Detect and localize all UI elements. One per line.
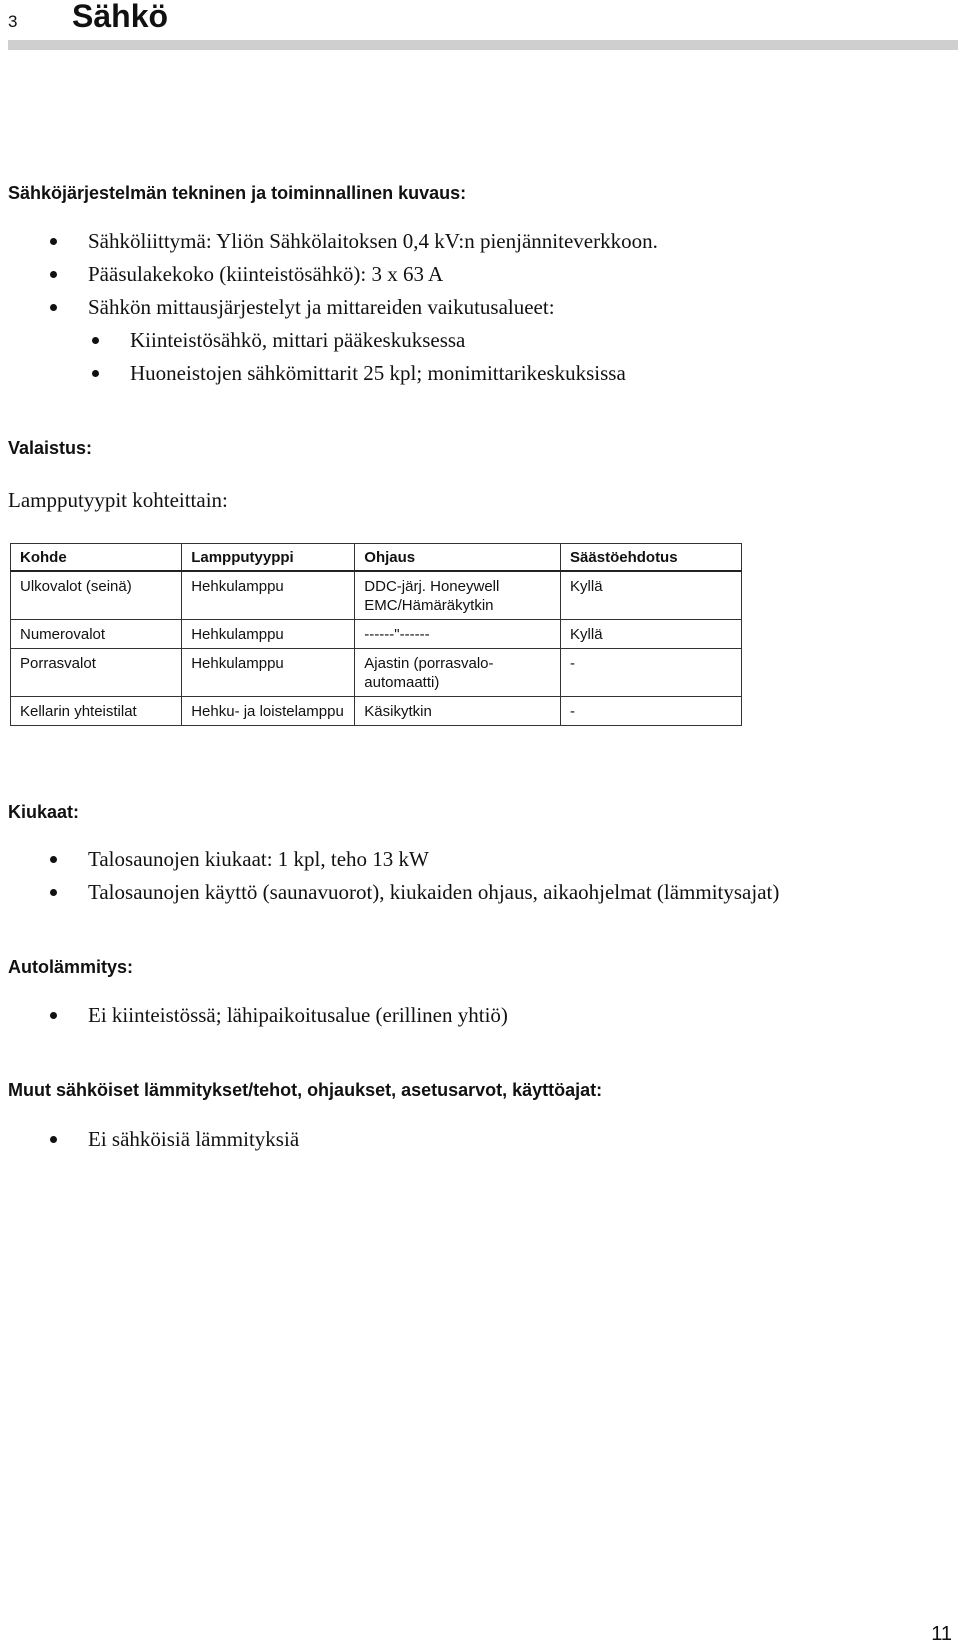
table-cell: Hehkulamppu	[182, 649, 355, 697]
table-row	[11, 620, 742, 649]
table-cell: Kyllä	[561, 571, 742, 620]
column-header: Lampputyyppi	[182, 544, 355, 572]
sub-list-item: Kiinteistösähkö, mittari pääkeskuksessa	[50, 324, 658, 357]
bullet-icon	[92, 337, 99, 344]
list-item: Talosaunojen käyttö (saunavuorot), kiukaiden ohjaus, aikaohjelmat (lämmitysajat)	[50, 876, 779, 909]
table-header-row	[11, 544, 742, 572]
section-title: Sähkö	[72, 0, 169, 34]
lighting-heading: Valaistus:	[8, 438, 93, 458]
column-header: Säästöehdotus	[561, 544, 742, 572]
table-cell: -	[561, 649, 742, 697]
table-row	[11, 697, 742, 726]
table-cell: Ajastin (porrasvalo-automaatti)	[355, 649, 561, 697]
bullet-icon	[50, 238, 57, 245]
column-header: Kohde	[11, 544, 182, 572]
header-divider	[8, 40, 958, 50]
table-cell: Hehku- ja loistelamppu	[182, 697, 355, 726]
bullet-icon	[50, 304, 57, 311]
table-cell: DDC-järj. Honeywell EMC/Hämäräkytkin	[355, 571, 561, 620]
system-heading: Sähköjärjestelmän tekninen ja toiminnallinen kuvaus:	[8, 183, 467, 203]
table-cell: Ulkovalot (seinä)	[11, 571, 182, 620]
table-cell: Hehkulamppu	[182, 571, 355, 620]
table-cell: Hehkulamppu	[182, 620, 355, 649]
stoves-heading: Kiukaat:	[8, 802, 80, 822]
list-item: Talosaunojen kiukaat: 1 kpl, teho 13 kW	[50, 843, 779, 876]
list-item: Ei sähköisiä lämmityksiä	[50, 1123, 299, 1156]
system-list	[50, 225, 658, 390]
car-heating-list	[50, 999, 508, 1032]
table-cell: Käsikytkin	[355, 697, 561, 726]
lamp-table	[10, 543, 742, 726]
stoves-list	[50, 843, 779, 909]
table-cell: ------"------	[355, 620, 561, 649]
bullet-icon	[50, 856, 57, 863]
table-row	[11, 649, 742, 697]
list-item: Sähköliittymä: Yliön Sähkölaitoksen 0,4 kV:n pienjänniteverkkoon.	[50, 225, 658, 258]
table-cell: Kellarin yhteistilat	[11, 697, 182, 726]
list-item: Ei kiinteistössä; lähipaikoitusalue (erillinen yhtiö)	[50, 999, 508, 1032]
list-item: Sähkön mittausjärjestelyt ja mittareiden vaikutusalueet:	[50, 291, 658, 324]
bullet-icon	[50, 1136, 57, 1143]
list-item: Pääsulakekoko (kiinteistösähkö): 3 x 63 A	[50, 258, 658, 291]
sub-list-item: Huoneistojen sähkömittarit 25 kpl; monimittarikeskuksissa	[50, 357, 658, 390]
bullet-icon	[92, 370, 99, 377]
lighting-intro: Lampputyypit kohteittain:	[8, 488, 228, 512]
bullet-icon	[50, 271, 57, 278]
other-heating-list	[50, 1123, 299, 1156]
table-cell: Porrasvalot	[11, 649, 182, 697]
bullet-icon	[50, 889, 57, 896]
table-cell: -	[561, 697, 742, 726]
table-cell: Kyllä	[561, 620, 742, 649]
table-cell: Numerovalot	[11, 620, 182, 649]
section-number: 3	[8, 12, 18, 31]
table-row	[11, 571, 742, 620]
page-number: 11	[931, 1623, 952, 1645]
bullet-icon	[50, 1012, 57, 1019]
car-heating-heading: Autolämmitys:	[8, 957, 134, 977]
column-header: Ohjaus	[355, 544, 561, 572]
other-heating-heading: Muut sähköiset lämmitykset/tehot, ohjaukset, asetusarvot, käyttöajat:	[8, 1080, 603, 1100]
